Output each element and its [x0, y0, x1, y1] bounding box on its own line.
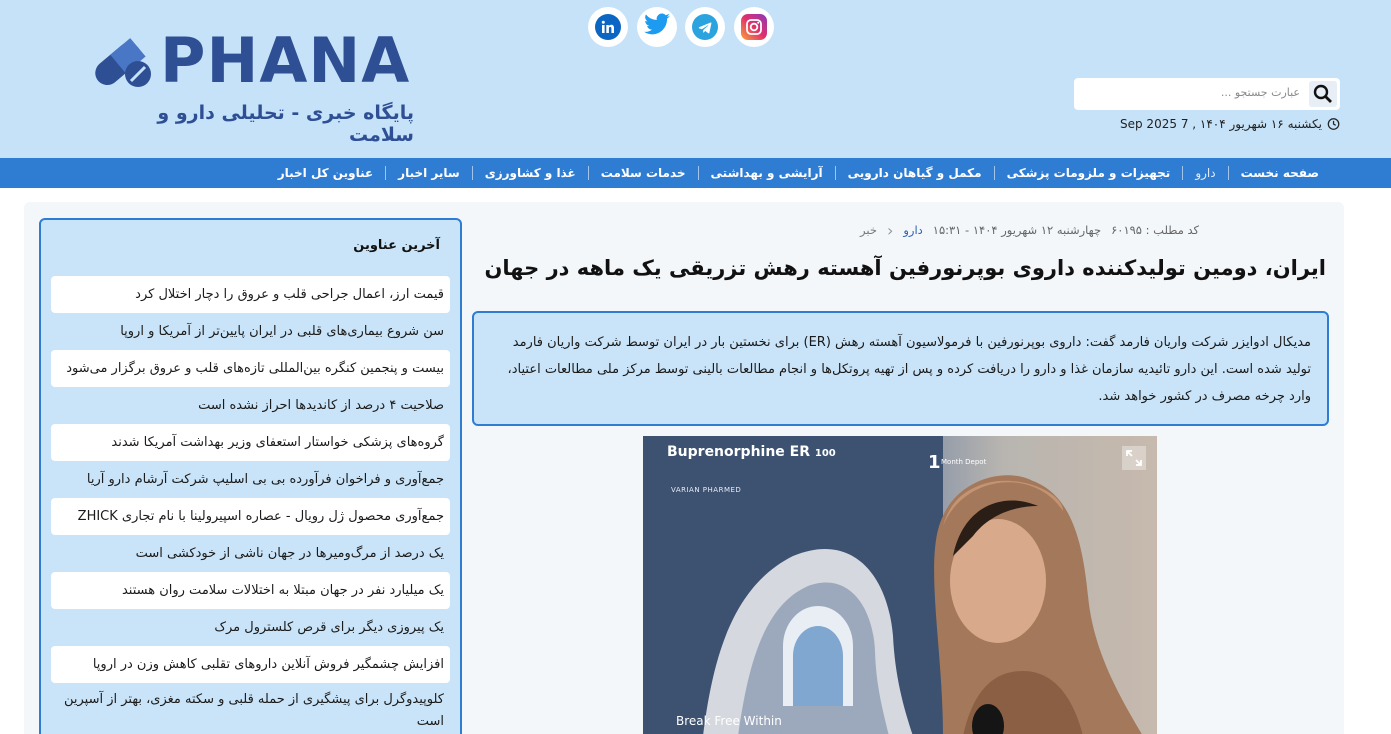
search-icon	[1313, 84, 1333, 104]
article-photo-graphic	[643, 436, 1157, 734]
poster-company: VARIAN PHARMED	[671, 486, 742, 494]
clock-icon	[1327, 116, 1340, 132]
nav-divider	[1182, 166, 1183, 180]
headline-item[interactable]: یک پیروزی دیگر برای قرص کلسترول مرک	[214, 620, 444, 635]
nav-divider	[698, 166, 699, 180]
main-navigation	[0, 158, 1391, 188]
instagram-link[interactable]	[734, 7, 774, 47]
search-button[interactable]	[1309, 81, 1337, 107]
search-box[interactable]	[1074, 78, 1340, 110]
nav-item-home[interactable]: صفحه نخست	[1240, 166, 1319, 180]
nav-divider	[1228, 166, 1229, 180]
expand-button[interactable]	[1122, 446, 1146, 470]
expand-icon	[1126, 450, 1142, 466]
logo-wordmark: PHANA	[160, 24, 411, 97]
breadcrumb-category[interactable]: دارو	[903, 223, 923, 237]
nav-item-health-services[interactable]: خدمات سلامت	[600, 166, 686, 180]
instagram-icon	[741, 14, 767, 40]
article-date: چهارشنبه ۱۲ شهریور ۱۴۰۴ - ۱۵:۳۱	[932, 223, 1102, 237]
nav-item-cosmetics[interactable]: آرایشی و بهداشتی	[710, 166, 823, 180]
headline-item[interactable]: افزایش چشمگیر فروش آنلاین داروهای تقلبی کاهش وزن در اروپا	[51, 646, 450, 683]
headline-item[interactable]: یک درصد از مرگ‌ومیرها در جهان ناشی از خودکشی است	[135, 546, 444, 561]
nav-item-medical-equipment[interactable]: تجهیزات و ملزومات پزشکی	[1006, 166, 1171, 180]
nav-item-supplements[interactable]: مکمل و گیاهان دارویی	[847, 166, 982, 180]
headline-item[interactable]: کلوپیدوگرل برای پیشگیری از حمله قلبی و سکته مغزی، بهتر از آسپرین است	[63, 692, 444, 729]
pill-icon	[88, 34, 160, 90]
date-text: یکشنبه ۱۶ شهریور ۱۴۰۴ , 7 Sep 2025	[1120, 117, 1322, 131]
chevron-left-icon: ‹	[886, 220, 894, 240]
breadcrumb	[860, 221, 1322, 239]
headline-list	[51, 276, 450, 734]
logo-tagline: پایگاه خبری - تحلیلی دارو و سلامت	[157, 102, 414, 146]
latest-headlines-panel	[39, 218, 462, 734]
poster-number: 1	[928, 452, 941, 473]
article-title: ایران، دومین تولیدکننده داروی بوپرنورفین آهسته رهش تزریقی یک ماهه در جهان	[484, 256, 1326, 280]
search-input[interactable]: عبارت جستجو ...	[1220, 86, 1300, 99]
headline-item[interactable]: بیست و پنجمین کنگره بین‌المللی تازه‌های قلب و عروق برگزار می‌شود	[51, 350, 450, 387]
headline-item[interactable]: جمع‌آوری محصول ژل رویال - عصاره اسپیرولینا با نام تجاری ZHICK	[51, 498, 450, 535]
twitter-link[interactable]	[637, 7, 677, 47]
site-logo[interactable]	[88, 24, 418, 146]
current-date	[1120, 114, 1340, 134]
nav-divider	[385, 166, 386, 180]
site-header	[0, 0, 1391, 158]
headline-item[interactable]: قیمت ارز، اعمال جراحی قلب و عروق را دچار اختلال کرد	[51, 276, 450, 313]
headline-item[interactable]: گروه‌های پزشکی خواستار استعفای وزیر بهداشت آمریکا شدند	[51, 424, 450, 461]
twitter-icon	[643, 13, 671, 41]
nav-item-food-agriculture[interactable]: غذا و کشاورزی	[484, 166, 576, 180]
nav-divider	[472, 166, 473, 180]
linkedin-icon	[595, 14, 621, 40]
breadcrumb-news[interactable]: خبر	[860, 223, 877, 237]
article-code: کد مطلب : ۶۰۱۹۵	[1111, 223, 1200, 237]
poster-slogan: Break Free Within	[676, 714, 782, 728]
nav-item-other-news[interactable]: سایر اخبار	[398, 166, 460, 180]
headline-item[interactable]: سن شروع بیماری‌های قلبی در ایران پایین‌تر از آمریکا و اروپا	[120, 324, 444, 339]
poster-period: Month Depot	[941, 458, 987, 466]
sidebar-title: آخرین عناوین	[353, 238, 440, 253]
nav-divider	[588, 166, 589, 180]
telegram-icon	[692, 14, 718, 40]
headline-item[interactable]: یک میلیارد نفر در جهان مبتلا به اختلالات سلامت روان هستند	[51, 572, 450, 609]
headline-item[interactable]: صلاحیت ۴ درصد از کاندیدها احراز نشده است	[198, 398, 444, 413]
telegram-link[interactable]	[685, 7, 725, 47]
article-image[interactable]	[643, 436, 1157, 734]
nav-divider	[835, 166, 836, 180]
nav-item-all-headlines[interactable]: عناوین کل اخبار	[277, 166, 374, 180]
poster-title: Buprenorphine ER 100	[667, 444, 836, 460]
nav-item-drugs[interactable]: دارو	[1195, 166, 1216, 180]
linkedin-link[interactable]	[588, 7, 628, 47]
article-lead: مدیکال ادوایزر شرکت واریان فارمد گفت: داروی بوپرنورفین با فرمولاسیون آهسته رهش (ER) برای نخستین بار در ایران توسط شرکت واریان فارمد تولید شده است. این دارو تائیدیه سازمان غذا و دارو را دریافت کرده و پس از تهیه پروتکل‌ها و انجام مطالعات بالینی توسط مرکز ملی مطالعات اعتیاد، وارد چرخه مصرف در کشور خواهد شد.	[472, 311, 1329, 426]
headline-item[interactable]: جمع‌آوری و فراخوان فرآورده بی بی اسلیپ شرکت آرشام دارو آریا	[86, 472, 444, 487]
nav-divider	[994, 166, 995, 180]
